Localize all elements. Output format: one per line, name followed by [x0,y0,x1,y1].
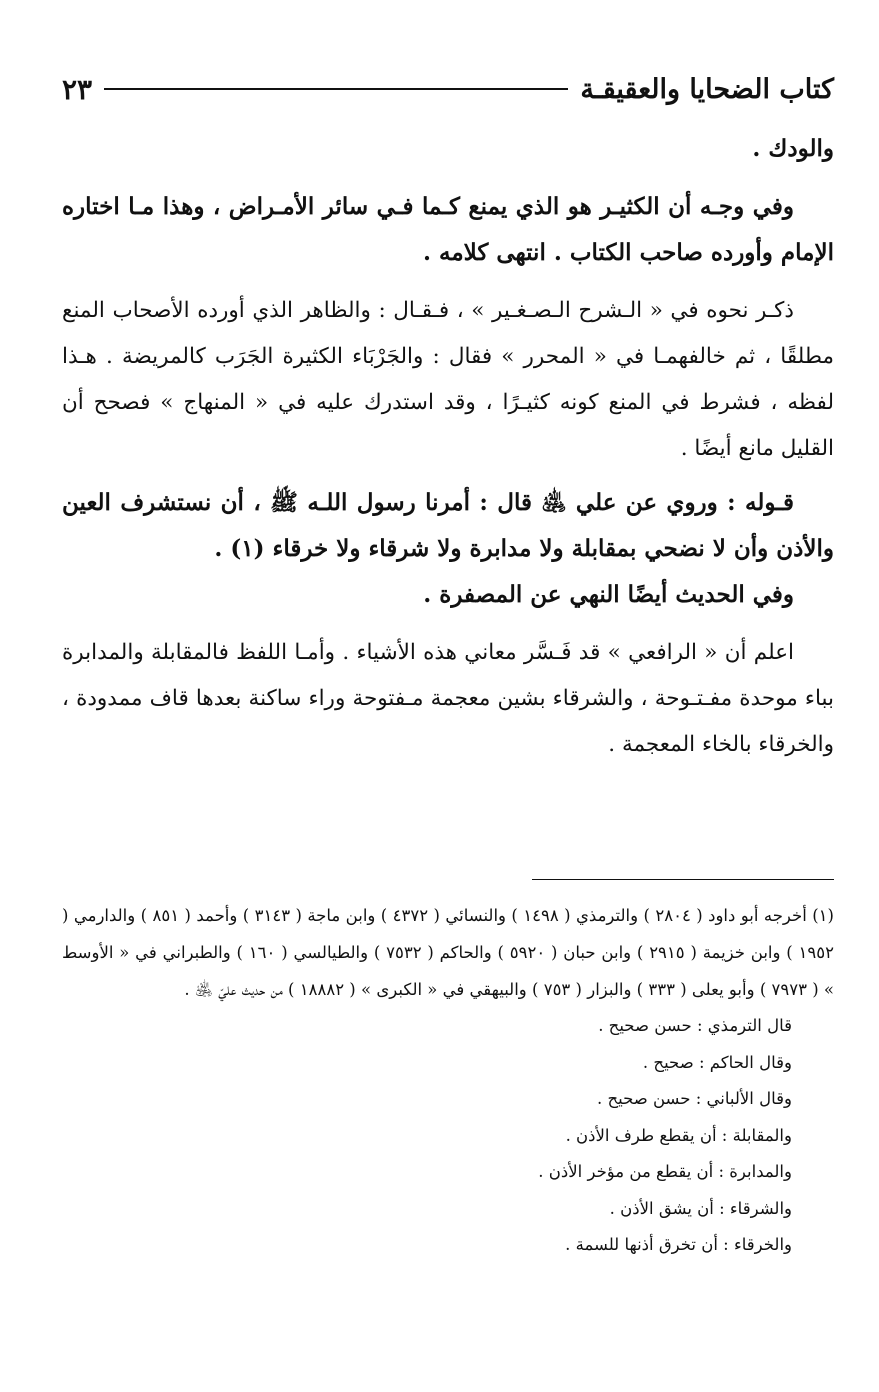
main-text [62,126,834,768]
header-rule [104,88,568,90]
footnote-line: والخرقاء : أن تخرق أذنها للسمة . [565,1235,792,1254]
book-page [62,0,834,1392]
paragraph-explanation: اعلم أن « الرافعي » قد فَـسَّر معاني هذه الأشياء . وأمـا اللفظ فالمقابلة والمدابرة بباء موحدة مفـتـوحة ، والشرقاء بشين معجمة مـفتوحة وراء ساكنة بعدها قاف ممدودة ، والخرقاء بالخاء المعجمة . [62,640,834,757]
paragraph-hadith: قـوله : وروي عن علي ﵁ قال : أمرنا رسول اللـه ﷺ ، أن نستشرف العين والأذن وأن لا نضحي بمقابلة ولا مدابرة ولا شرقاء ولا خرقاء (١) . [62,489,834,562]
page-number: ٢٣ [62,72,93,106]
running-header [62,64,834,114]
footnote-line: والمقابلة : أن يقطع طرف الأذن . [565,1125,792,1145]
footnote-line: وقال الحاكم : صحيح . [642,1052,792,1072]
header-title: كتاب الضحايا والعقيقـة [580,73,834,105]
paragraph-opinion: وفي وجـه أن الكثيـر هو الذي يمنع كـما فـي سائر الأمـراض ، وهذا مـا اختاره الإمام وأورده صاحب الكتاب . انتهى كلامه . [62,193,834,266]
footnote-line: وقال الألباني : حسن صحيح . [596,1089,792,1108]
paragraph-continuation: والودك . [752,135,834,162]
footnote-separator [532,879,834,880]
footnote-line: والمدابرة : أن يقطع من مؤخر الأذن . [538,1162,792,1181]
footnote-main: (١) أخرجه أبو داود ( ٢٨٠٤ ) والترمذي ( ١٤٩٨ ) والنسائي ( ٤٣٧٢ ) وابن ماجة ( ٣١٤٣ ) وأحمد ( ٨٥١ ) والدارمي ( ١٩٥٢ ) وابن خزيمة ( ٢٩١٥ ) وابن حبان ( ٥٩٢٠ ) والحاكم ( ٧٥٣٢ ) والطيالسي ( ١٦٠ ) والطبراني في « الأوسط » ( ٧٩٧٣ ) وأبو يعلى ( ٣٣٣ ) والبزار ( ٧٥٣ ) والبيهقي في « الكبرى » ( ١٨٨٨٢ ) من حديث عليّ ﵁ . [62,906,834,999]
paragraph-commentary: ذكـر نحوه في « الـشرح الـصـغـير » ، فـقـال : والظاهر الذي أورده الأصحاب المنع مطلقًا ، ثم خالفهمـا في « المحرر » فقال : والجَرْبَاء الكثيرة الجَرَب كالمريضة . هـذا لفظه ، فشرط في المنع كونه كثيـرًا ، وقد استدرك عليه في « المنهاج » فصحح أن القليل مانع أيضًا . [62,298,834,461]
footnote-line: والشرقاء : أن يشق الأذن . [609,1198,792,1218]
footnotes [62,897,834,1264]
footnote-line: قال الترمذي : حسن صحيح . [598,1016,792,1035]
paragraph-musfara: وفي الحديث أيضًا النهي عن المصفرة . [423,581,794,608]
